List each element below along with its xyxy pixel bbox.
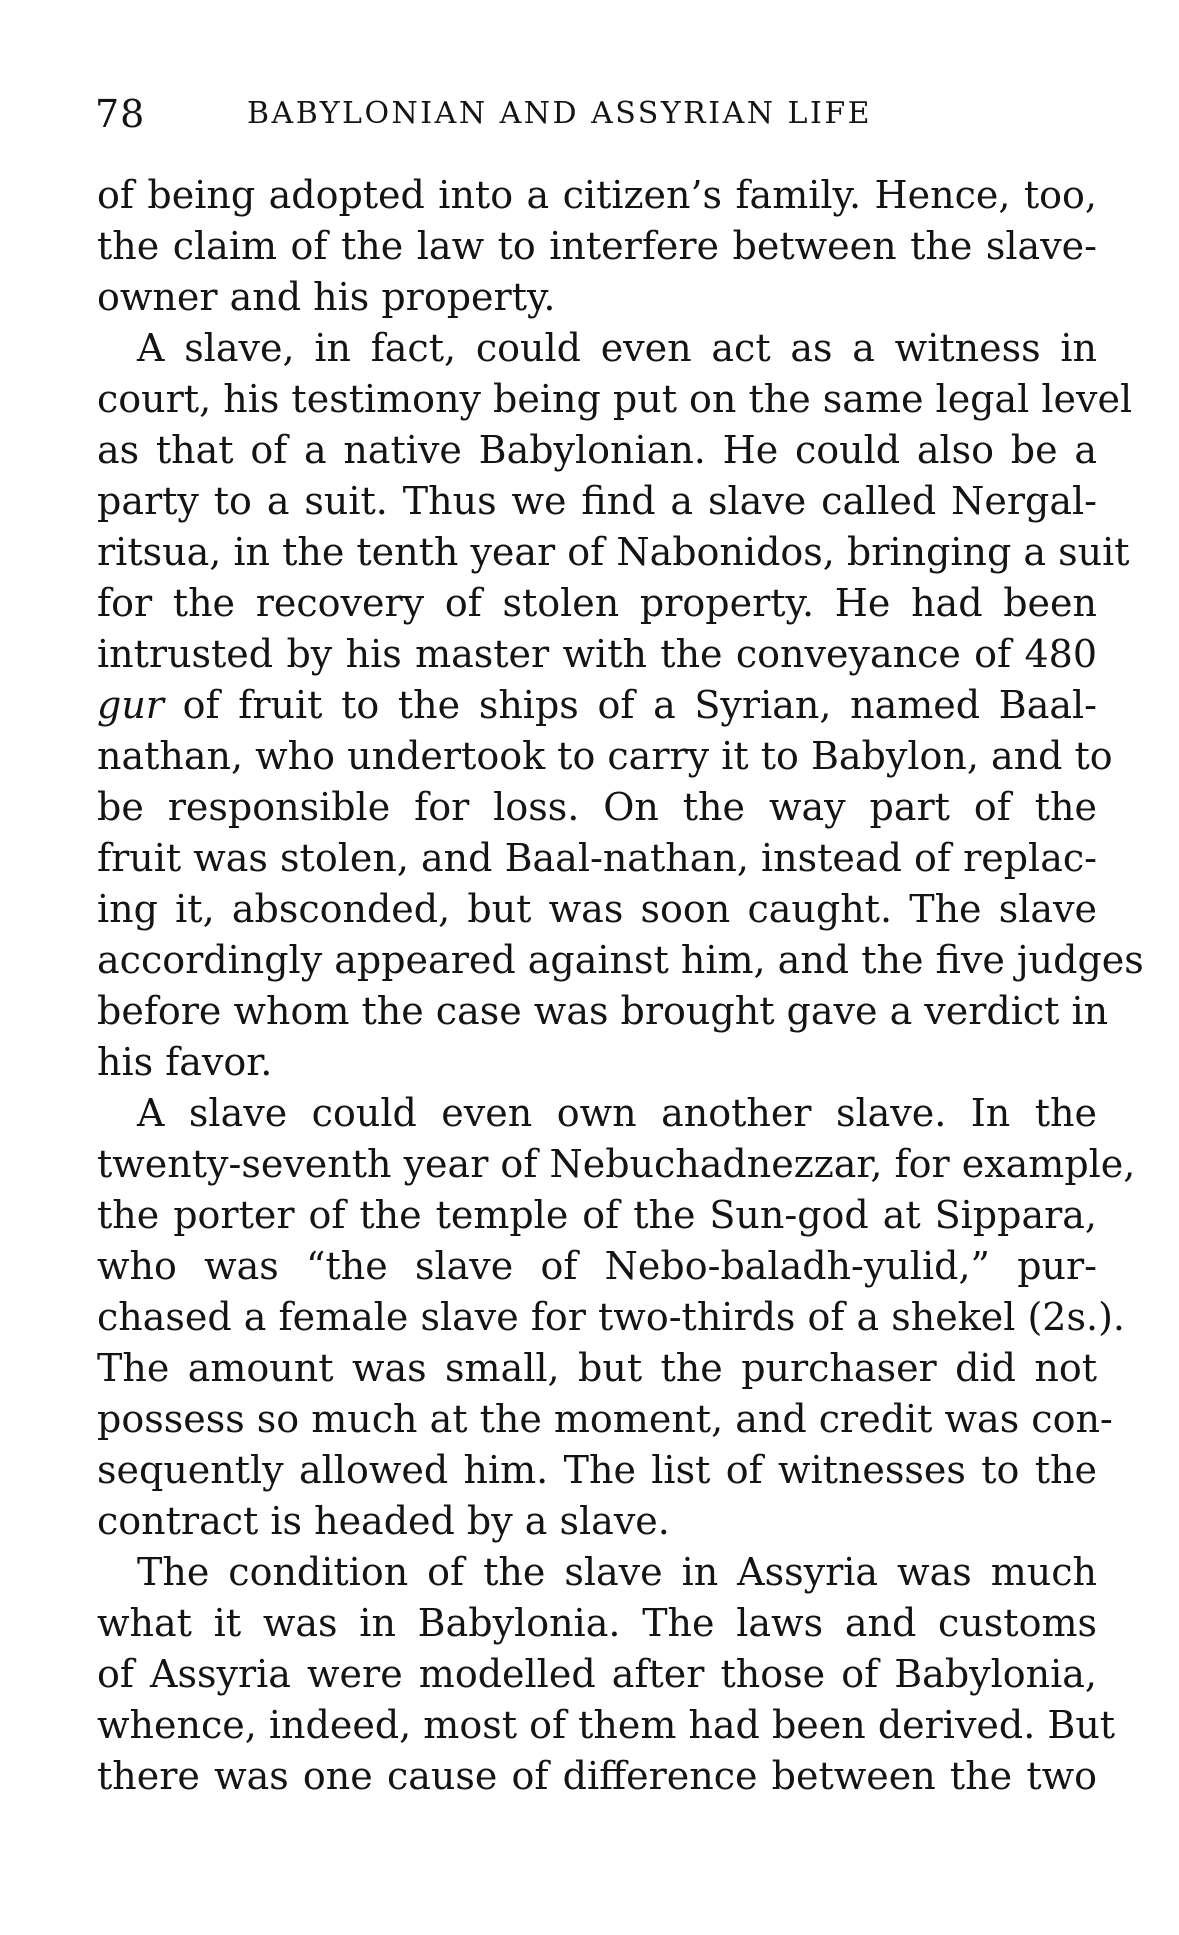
italic-term: gur <box>97 683 164 727</box>
text-line: be responsible for loss. On the way part of the <box>97 785 1097 829</box>
text-line <box>97 680 1097 731</box>
text-line: intrusted by his master with the conveyance of 480 <box>97 632 1097 676</box>
text-line: for the recovery of stolen property. He had been <box>97 581 1097 625</box>
text-line: nathan, who undertook to carry it to Babylon, and to <box>97 734 1113 778</box>
text-line: fruit was stolen, and Baal-nathan, instead of replac- <box>97 836 1097 880</box>
text-line: the porter of the temple of the Sun-god at Sippara, <box>97 1193 1097 1237</box>
body-text <box>97 170 1144 1802</box>
text-line: court, his testimony being put on the same legal level <box>97 377 1133 421</box>
text-line: ritsua, in the tenth year of Nabonidos, bringing a suit <box>97 530 1130 574</box>
text-line: sequently allowed him. The list of witnesses to the <box>97 1448 1097 1492</box>
text-line: ing it, absconded, but was soon caught. The slave <box>97 887 1097 931</box>
text-line: The condition of the slave in Assyria was much <box>137 1550 1097 1594</box>
text-line: A slave could even own another slave. In the <box>137 1091 1097 1135</box>
text-line: The amount was small, but the purchaser did not <box>97 1346 1097 1390</box>
text-line: whence, indeed, most of them had been derived. But <box>97 1703 1116 1747</box>
text-line: accordingly appeared against him, and the five judges <box>97 938 1144 982</box>
text-line: before whom the case was brought gave a verdict in <box>97 989 1109 1033</box>
text-line: twenty-seventh year of Nebuchadnezzar, for example, <box>97 1142 1136 1186</box>
text-line-rest: of fruit to the ships of a Syrian, named Baal- <box>163 683 1097 727</box>
running-head: BABYLONIAN AND ASSYRIAN LIFE <box>247 96 873 131</box>
page-number: 78 <box>95 92 146 136</box>
page-header <box>95 92 1095 142</box>
text-line: his favor. <box>97 1040 273 1084</box>
text-line: who was “the slave of Nebo-baladh-yulid,” pur- <box>97 1244 1097 1288</box>
text-line: of Assyria were modelled after those of Babylonia, <box>97 1652 1097 1696</box>
text-line: contract is headed by a slave. <box>97 1499 670 1543</box>
text-line: what it was in Babylonia. The laws and customs <box>97 1601 1097 1645</box>
text-line: possess so much at the moment, and credit was con- <box>97 1397 1113 1441</box>
text-line: A slave, in fact, could even act as a witness in <box>137 326 1097 370</box>
text-line: there was one cause of difference between the two <box>97 1754 1097 1798</box>
text-line: as that of a native Babylonian. He could also be a <box>97 428 1097 472</box>
text-line: the claim of the law to interfere between the slave- <box>97 224 1097 268</box>
text-line: owner and his property. <box>97 275 556 319</box>
text-line: chased a female slave for two-thirds of a shekel (2s.). <box>97 1295 1125 1339</box>
text-line: of being adopted into a citizen’s family. Hence, too, <box>97 173 1097 217</box>
text-line: party to a suit. Thus we find a slave called Nergal- <box>97 479 1097 523</box>
